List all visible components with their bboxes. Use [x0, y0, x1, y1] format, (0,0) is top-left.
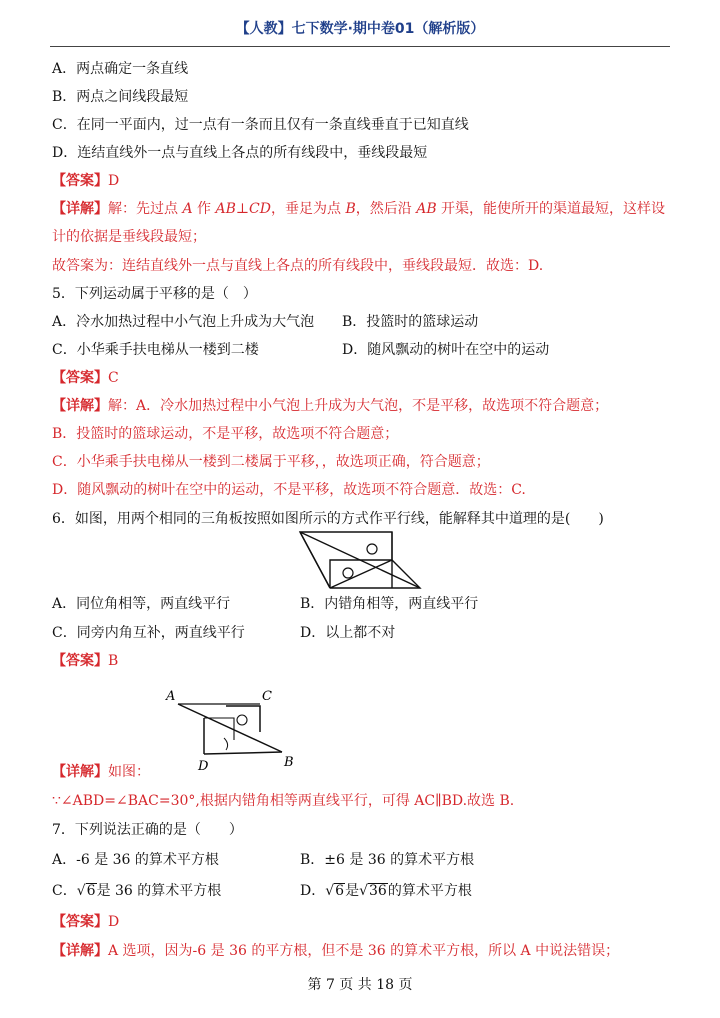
q6-detail-2: ∵∠ABD=∠BAC=30°,根据内错角相等两直线平行，可得 AC∥BD.故选 B. — [52, 793, 515, 809]
q4-detail-2: 计的依据是垂线段最短； — [52, 229, 206, 245]
detail-text: ，垂足为点 — [271, 201, 346, 217]
q6-detail-1 — [52, 763, 150, 781]
answer-value: B — [108, 653, 119, 669]
q7-stem: 7．下列说法正确的是（ ） — [52, 822, 243, 838]
radicand: 6 — [335, 883, 345, 899]
q5-detail-3: C．小华乘手扶电梯从一楼到二楼属于平移，，故选项正确，符合题意； — [52, 454, 490, 470]
q7-answer — [52, 913, 119, 931]
q6-labeled-figure — [160, 684, 300, 774]
q4-option-d: D．连结直线外一点与直线上各点的所有线段中，垂线段最短 — [52, 145, 428, 161]
page-header: 【人教】七下数学·期中卷01（解析版） — [235, 21, 485, 37]
detail-text: 解：A．冷水加热过程中小气泡上升成为大气泡，不是平移，故选项不符合题意； — [108, 398, 609, 414]
detail-text: 作 — [192, 201, 216, 217]
q6-answer — [52, 652, 118, 670]
answer-value: C — [108, 370, 119, 386]
answer-tag: 【答案】 — [52, 914, 108, 930]
q6-option-c: C．同旁内角互补，两直线平行 — [52, 625, 245, 641]
detail-text: 开渠，能使所开的渠道最短，这样设 — [436, 201, 666, 217]
detail-text: 如图： — [108, 764, 150, 780]
q4-option-b: B．两点之间线段最短 — [52, 89, 189, 105]
ruler-hole-upper — [367, 544, 377, 554]
detail-text: ，然后沿 — [355, 201, 417, 217]
option-text: 是 — [345, 883, 360, 899]
detail-text: 解：先过点 — [108, 201, 183, 217]
q7-option-b: B．±6 是 36 的算术平方根 — [300, 852, 475, 868]
q7-option-c: C．√6是 36 的算术平方根 — [52, 883, 222, 899]
q6-triangle-rulers-figure — [296, 530, 422, 590]
radicand: 36 — [369, 883, 387, 899]
q5-option-b: B．投篮时的篮球运动 — [342, 314, 479, 330]
q5-option-d: D．随风飘动的树叶在空中的运动 — [342, 342, 550, 358]
answer-tag: 【答案】 — [52, 653, 108, 669]
q7-option-a: A．-6 是 36 的算术平方根 — [52, 852, 219, 868]
label-b: B — [284, 755, 294, 770]
answer-value: D — [108, 173, 120, 189]
detail-tag: 【详解】 — [52, 943, 108, 959]
point-a: A — [182, 201, 193, 217]
label-c: C — [262, 689, 272, 704]
q5-detail-2: B．投篮时的篮球运动，不是平移，故选项不符合题意； — [52, 426, 399, 442]
segment-ab: AB — [416, 201, 437, 217]
radicand: 6 — [86, 883, 96, 899]
upper-triangle — [300, 532, 392, 588]
q4-option-c: C．在同一平面内，过一点有一条而且仅有一条直线垂直于已知直线 — [52, 117, 469, 133]
q4-option-a: A．两点确定一条直线 — [52, 61, 189, 77]
q5-stem: 5．下列运动属于平移的是（ ） — [52, 286, 257, 302]
answer-value: D — [108, 914, 120, 930]
detail-tag: 【详解】 — [52, 764, 108, 780]
q6-stem: 6．如图，用两个相同的三角板按照如图所示的方式作平行线，能解释其中道理的是( ) — [52, 511, 604, 527]
q6-option-b: B．内错角相等，两直线平行 — [300, 596, 479, 612]
detail-tag: 【详解】 — [52, 398, 108, 414]
point-b: B — [345, 201, 356, 217]
hypotenuse-line — [300, 532, 420, 588]
header-rule — [50, 46, 670, 47]
label-d: D — [198, 759, 209, 774]
label-a: A — [166, 689, 176, 704]
q4-detail-1 — [52, 200, 665, 218]
q5-detail-4: D．随风飘动的树叶在空中的运动，不是平移，故选项不符合题意．故选：C. — [52, 482, 526, 498]
q5-detail-1 — [52, 397, 608, 415]
option-text: 是 36 的算术平方根 — [96, 883, 222, 899]
answer-tag: 【答案】 — [52, 173, 108, 189]
q5-option-a: A．冷水加热过程中小气泡上升成为大气泡 — [52, 314, 315, 330]
q4-answer — [52, 172, 119, 190]
ruler-hole-lower — [343, 568, 353, 578]
detail-tag: 【详解】 — [52, 201, 108, 217]
option-text: 的算术平方根 — [387, 883, 472, 899]
perpendicular-expr: AB⊥CD — [215, 201, 271, 217]
page-footer: 第 7 页 共 18 页 — [307, 977, 413, 993]
option-label: C． — [52, 883, 77, 899]
q6-option-d: D．以上都不对 — [300, 625, 396, 641]
q7-option-d: D．√6是√36的算术平方根 — [300, 883, 472, 899]
q4-detail-3: 故答案为：连结直线外一点与直线上各点的所有线段中，垂线段最短．故选：D. — [52, 258, 544, 274]
detail-text: A 选项，因为-6 是 36 的平方根，但不是 36 的算术平方根，所以 A 中说法错误； — [108, 943, 620, 959]
q5-answer — [52, 369, 119, 387]
option-label: D． — [300, 883, 326, 899]
q7-detail-1 — [52, 942, 619, 960]
q6-option-a: A．同位角相等，两直线平行 — [52, 596, 231, 612]
q5-option-c: C．小华乘手扶电梯从一楼到二楼 — [52, 342, 259, 358]
answer-tag: 【答案】 — [52, 370, 108, 386]
